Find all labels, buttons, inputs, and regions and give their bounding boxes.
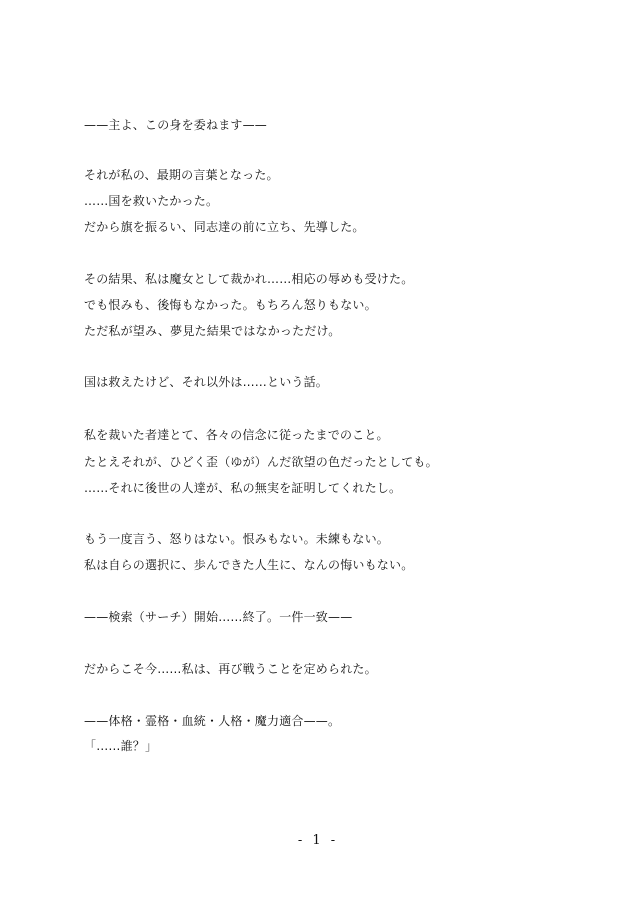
text-line: ——検索（サーチ）開始……終了。一件一致—— xyxy=(84,610,353,624)
text-line: 私は自らの選択に、歩んできた人生に、なんの悔いもない。 xyxy=(84,558,414,572)
text-line: ……それに後世の人達が、私の無実を証明してくれたし。 xyxy=(84,481,402,495)
text-line: だから旗を振るい、同志達の前に立ち、先導した。 xyxy=(84,220,365,234)
text-line: でも恨みも、後悔もなかった。もちろん怒りもない。 xyxy=(84,298,377,312)
text-line: ……国を救いたかった。 xyxy=(84,194,219,208)
text-line: ただ私が望み、夢見た結果ではなかっただけ。 xyxy=(84,324,341,338)
text-line: その結果、私は魔女として裁かれ……相応の辱めも受けた。 xyxy=(84,272,414,286)
text-line: たとえそれが、ひどく歪（ゆが）んだ欲望の色だったとしても。 xyxy=(84,455,438,469)
text-line: 「……誰？」 xyxy=(84,739,158,753)
text-line: 国は救えたけど、それ以外は……という話。 xyxy=(84,375,329,389)
text-line: ——主よ、この身を委ねます—— xyxy=(84,118,268,132)
page-number: - 1 - xyxy=(297,833,339,848)
text-line: もう一度言う、怒りはない。恨みもない。未練もない。 xyxy=(84,532,390,546)
text-line: 私を裁いた者達とて、各々の信念に従ったまでのこと。 xyxy=(84,428,389,442)
text-line: ——体格・霊格・血統・人格・魔力適合——。 xyxy=(84,714,341,728)
text-line: それが私の、最期の言葉となった。 xyxy=(84,168,279,182)
text-line: だからこそ今……私は、再び戦うことを定められた。 xyxy=(84,662,377,676)
